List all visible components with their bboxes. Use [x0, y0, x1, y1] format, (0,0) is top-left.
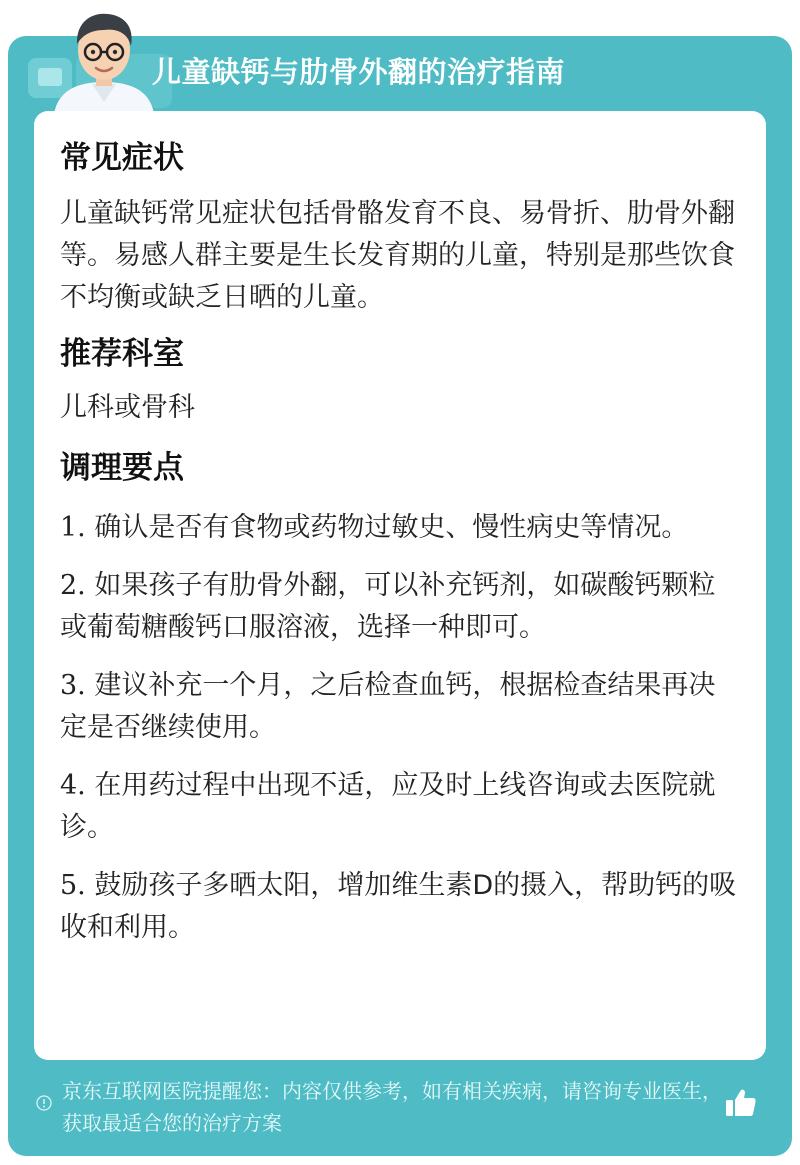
list-item [60, 507, 740, 549]
tip-text: 如果孩子有肋骨外翻，可以补充钙剂，如碳酸钙颗粒或葡萄糖酸钙口服溶液，选择一种即可。 [60, 570, 716, 643]
list-item [60, 665, 740, 749]
list-item [60, 765, 740, 849]
department-heading: 推荐科室 [60, 336, 184, 372]
tip-number: 4. [60, 770, 86, 801]
tip-text: 确认是否有食物或药物过敏史、慢性病史等情况。 [94, 512, 689, 543]
thumbs-up-icon[interactable] [724, 1086, 758, 1120]
tip-text: 在用药过程中出现不适，应及时上线咨询或去医院就诊。 [60, 770, 716, 843]
tip-number: 2. [60, 570, 86, 601]
doctor-avatar [44, 6, 164, 114]
tip-text: 建议补充一个月，之后检查血钙，根据检查结果再决定是否继续使用。 [60, 670, 716, 743]
department-text: 儿科或骨科 [60, 392, 195, 423]
page-title: 儿童缺钙与肋骨外翻的治疗指南 [152, 55, 566, 89]
info-icon [36, 1095, 52, 1111]
care-tips-list [60, 507, 740, 949]
disclaimer-text: 京东互联网医院提醒您：内容仅供参考，如有相关疾病，请咨询专业医生，获取最适合您的治疗方案 [62, 1079, 722, 1135]
tip-number: 3. [60, 670, 86, 701]
tip-number: 1. [60, 512, 86, 543]
tip-number: 5. [60, 870, 86, 901]
symptoms-text: 儿童缺钙常见症状包括骨骼发育不良、易骨折、肋骨外翻等。易感人群主要是生长发育期的儿童，特别是那些饮食不均衡或缺乏日晒的儿童。 [60, 198, 735, 313]
content-card [34, 111, 766, 1060]
disclaimer [36, 1075, 726, 1139]
tip-text: 鼓励孩子多晒太阳，增加维生素D的摄入，帮助钙的吸收和利用。 [60, 870, 737, 943]
symptoms-heading: 常见症状 [60, 140, 184, 176]
list-item [60, 565, 740, 649]
list-item [60, 865, 740, 949]
care-heading: 调理要点 [60, 450, 184, 486]
